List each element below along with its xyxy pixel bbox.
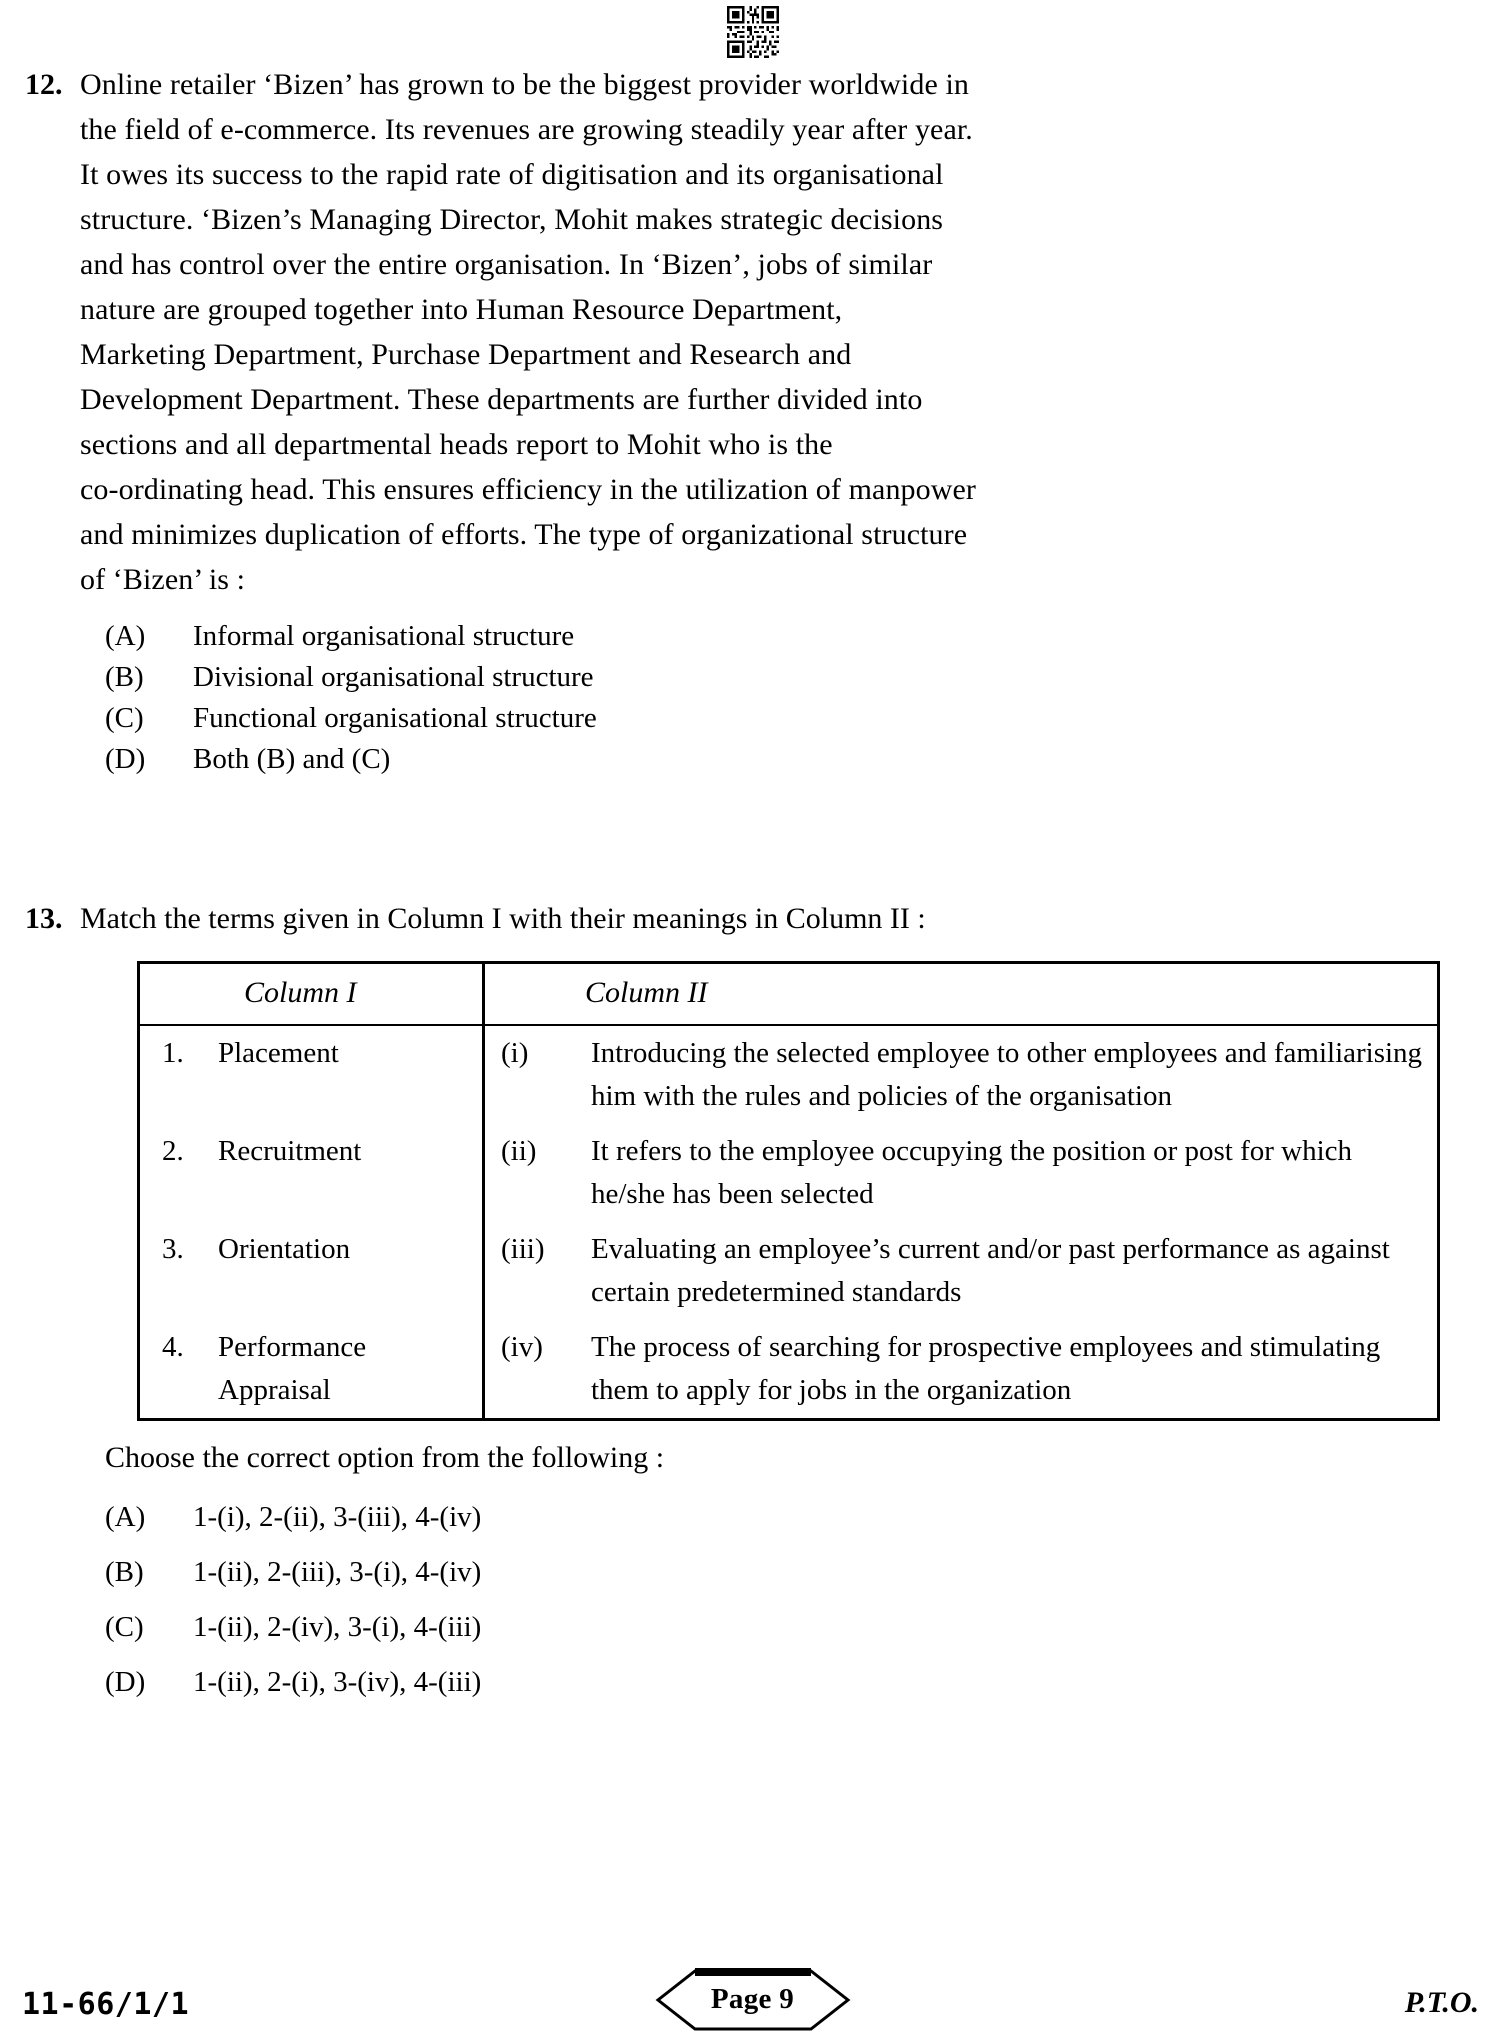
header-cell-column-ii [484,963,1439,1026]
option-b[interactable] [105,657,1505,698]
match-option-d-label: (D) [105,1666,146,1698]
question-13-stem: Match the terms given in Column I with their meanings in Column II : [80,902,926,935]
row-2-description: It refers to the employee occupying the position or post for which he/she has been selected [591,1135,1353,1210]
paragraph-line: of ‘Bizen’ is : [80,563,246,596]
row-4-number: 4. [162,1331,184,1363]
option-d-label: (D) [105,743,146,775]
paragraph-line: and minimizes duplication of efforts. The type of organizational structure [80,518,968,551]
option-d-text: Both (B) and (C) [193,743,391,775]
question-13 [0,896,1505,1710]
option-b-label: (B) [105,661,144,693]
row-4-left [139,1320,484,1420]
paragraph-line: co-ordinating head. This ensures efficiency in the utilization of manpower [80,473,977,506]
row-1-description: Introducing the selected employee to other employees and familiarising him with the rules and policies of the organisation [591,1037,1423,1112]
match-table [137,961,1440,1421]
column-i-header: Column I [244,976,357,1009]
table-row [139,1124,1439,1222]
option-a-label: (A) [105,620,146,652]
row-1-number: 1. [162,1037,184,1069]
match-option-a-text: 1-(i), 2-(ii), 3-(iii), 4-(iv) [193,1501,482,1533]
match-table-container [0,961,1505,1421]
match-option-a[interactable] [105,1490,1505,1545]
column-ii-header: Column II [585,976,708,1009]
paragraph-line: Online retailer ‘Bizen’ has grown to be the biggest provider worldwide in [80,68,969,101]
match-option-b-label: (B) [105,1556,144,1588]
question-12-number: 12. [25,68,63,101]
page-footer [0,1964,1505,2026]
row-3-right [484,1222,1439,1320]
match-option-d[interactable] [105,1655,1505,1710]
paragraph-line: It owes its success to the rapid rate of digitisation and its organisational [80,158,944,191]
paragraph-line: structure. ‘Bizen’s Managing Director, Mohit makes strategic decisions [80,203,944,236]
question-13-number: 13. [25,902,63,935]
table-header-row [139,963,1439,1026]
match-option-b[interactable] [105,1545,1505,1600]
row-3-number: 3. [162,1233,184,1265]
row-4-term: Performance Appraisal [218,1331,367,1406]
row-1-roman: (i) [501,1037,529,1069]
table-row [139,1320,1439,1420]
row-2-roman: (ii) [501,1135,537,1167]
row-2-term: Recruitment [218,1135,362,1167]
row-2-left [139,1124,484,1222]
row-1-left [139,1025,484,1124]
pto-label: P.T.O. [1404,1986,1479,2019]
page-number-label: Page 9 [710,1982,795,2015]
question-12-options [0,616,1505,780]
question-12 [0,62,1505,780]
paragraph-line: the field of e-commerce. Its revenues are growing steadily year after year. [80,113,973,146]
qr-code-container [0,6,1505,58]
option-a-text: Informal organisational structure [193,620,575,652]
table-row [139,1222,1439,1320]
option-c[interactable] [105,698,1505,739]
question-13-options [0,1490,1505,1710]
row-2-right [484,1124,1439,1222]
option-c-text: Functional organisational structure [193,702,597,734]
option-c-label: (C) [105,702,144,734]
paragraph-line: Development Department. These departments are further divided into [80,383,923,416]
paper-code: 11-66/1/1 [22,1987,190,2022]
row-4-description: The process of searching for prospective employees and stimulating them to apply for jobs in the organization [591,1331,1381,1406]
match-option-b-text: 1-(ii), 2-(iii), 3-(i), 4-(iv) [193,1556,482,1588]
match-option-c-label: (C) [105,1611,144,1643]
question-13-choose-instruction: Choose the correct option from the following : [105,1441,665,1474]
table-row [139,1025,1439,1124]
page-number-badge [655,1968,851,2032]
match-option-c[interactable] [105,1600,1505,1655]
question-12-paragraph [80,62,1050,602]
row-3-term: Orientation [218,1233,351,1265]
row-1-right [484,1025,1439,1124]
match-option-a-label: (A) [105,1501,146,1533]
option-b-text: Divisional organisational structure [193,661,594,693]
paragraph-line: Marketing Department, Purchase Department and Research and [80,338,852,371]
row-3-roman: (iii) [501,1233,545,1265]
row-2-number: 2. [162,1135,184,1167]
qr-code [727,6,779,58]
row-3-description: Evaluating an employee’s current and/or past performance as against certain predetermined standards [591,1233,1390,1308]
row-1-term: Placement [218,1037,339,1069]
paragraph-line: nature are grouped together into Human Resource Department, [80,293,843,326]
match-option-d-text: 1-(ii), 2-(i), 3-(iv), 4-(iii) [193,1666,482,1698]
paragraph-line: sections and all departmental heads report to Mohit who is the [80,428,833,461]
match-option-c-text: 1-(ii), 2-(iv), 3-(i), 4-(iii) [193,1611,482,1643]
option-d[interactable] [105,739,1505,780]
row-3-left [139,1222,484,1320]
row-4-roman: (iv) [501,1331,543,1363]
paragraph-line: and has control over the entire organisation. In ‘Bizen’, jobs of similar [80,248,933,281]
option-a[interactable] [105,616,1505,657]
header-cell-column-i [139,963,484,1026]
row-4-right [484,1320,1439,1420]
